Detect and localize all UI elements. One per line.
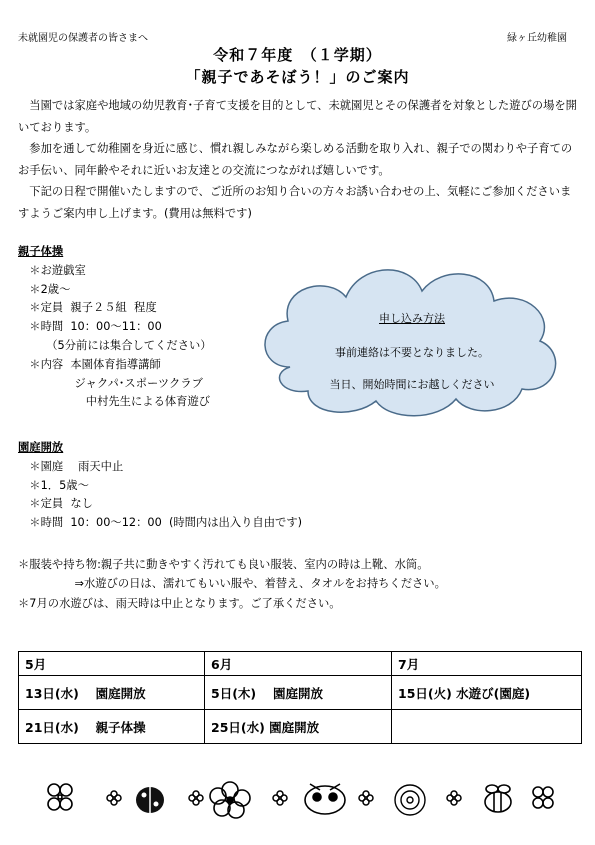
cloud-line-2: 当日、開始時間にお越しください (329, 378, 495, 391)
entei-kaiho-line: ＊定員 なし (18, 497, 93, 511)
note-line: ⇒水遊びの日は、濡れてもいい服や、着替え、タオルをお持ちください。 (18, 577, 446, 591)
note-line: ＊服装や持ち物:親子共に動きやすく汚れても良い服装、室内の時は上靴、水筒。 (18, 558, 429, 571)
entei-kaiho-line: ＊時間 10：00～12：00 (時間内は出入り自由です) (18, 516, 303, 530)
month-july: 7月 (392, 652, 582, 676)
oyako-taiso-line: 中村先生による体育遊び (18, 395, 211, 409)
schedule-cell: 25日(水) 園庭開放 (205, 710, 392, 744)
small-cross-icon (359, 791, 373, 805)
schedule-cell: 5日(木) 園庭開放 (205, 676, 392, 710)
schedule-cell: 13日(水) 園庭開放 (19, 676, 205, 710)
intro-text (18, 95, 578, 224)
oyako-taiso-line: ＊時間 10：00～11：00 (18, 320, 162, 334)
notes-section (18, 555, 446, 613)
oyako-taiso-section (18, 243, 212, 412)
entei-kaiho-line: ＊園庭 雨天中止 (18, 459, 124, 473)
small-cross-icon (107, 791, 121, 805)
hibiscus-icon (210, 782, 250, 818)
month-june: 6月 (205, 652, 392, 676)
title-line-2: 「親子であそぼう！」のご案内 (185, 68, 410, 86)
schedule-table (18, 651, 582, 744)
bee-icon (485, 785, 511, 812)
small-cross-icon (273, 791, 287, 805)
decorative-border (40, 778, 570, 822)
schedule-row (19, 676, 582, 710)
oyako-taiso-line: （5分前には集合してください） (18, 338, 212, 352)
oyako-taiso-line: ＊お遊戯室 (18, 263, 86, 277)
entei-kaiho-section (18, 439, 302, 533)
intro-paragraph-2: 参加を通して幼稚園を身近に感じ、慣れ親しみながら楽しめる活動を取り入れ、親子での関わりや子育てのお手伝い、同年齢やそれに近いお友達との交流につながれば嬉しいです。 (18, 142, 573, 177)
flower-icon (533, 787, 553, 808)
entei-kaiho-line: ＊1．5歳～ (18, 478, 89, 492)
schedule-row (19, 710, 582, 744)
oyako-taiso-line: ＊内容 本園体育指導講師 (18, 357, 161, 371)
application-cloud (250, 255, 570, 420)
oyako-taiso-line: ＊2歳～ (18, 282, 71, 296)
intro-paragraph-1: 当園では家庭や地域の幼児教育･子育て支援を目的として、未就園児とその保護者を対象とした遊びの場を開いております。 (18, 99, 577, 134)
ladybug-icon (136, 787, 164, 813)
month-header-row (19, 652, 582, 676)
small-cross-icon (447, 791, 461, 805)
school-name: 緑ヶ丘幼稚園 (507, 33, 567, 44)
flower-icon (48, 784, 72, 810)
small-cross-icon (189, 791, 203, 805)
entei-kaiho-heading: 園庭開放 (18, 441, 64, 454)
cloud-heading: 申し込み方法 (379, 312, 445, 325)
oyako-taiso-line: ＊定員 親子２５組 程度 (18, 301, 157, 315)
round-flower-icon (395, 785, 425, 815)
oyako-taiso-line: ジャクパ･スポーツクラブ (18, 376, 203, 390)
intro-paragraph-3: 下記の日程で開催いたしますので、ご近所のお知り合いの方々お誘い合わせの上、気軽にご参加くださいますようご案内申し上げます。(費用は無料です) (18, 185, 572, 220)
addressee: 未就園児の保護者の皆さまへ (18, 33, 148, 44)
cloud-line-1: 事前連絡は不要となりました。 (335, 346, 489, 359)
schedule-cell: 15日(火) 水遊び(園庭) (392, 676, 582, 710)
schedule-cell (392, 710, 582, 744)
bird-icon (305, 784, 345, 814)
title-line-1: 令和７年度 （１学期） (213, 46, 382, 64)
note-line: ＊7月の水遊びは、雨天時は中止となります。ご了承ください。 (18, 596, 341, 610)
month-may: 5月 (19, 652, 205, 676)
schedule-cell: 21日(水) 親子体操 (19, 710, 205, 744)
oyako-taiso-heading: 親子体操 (18, 245, 64, 258)
